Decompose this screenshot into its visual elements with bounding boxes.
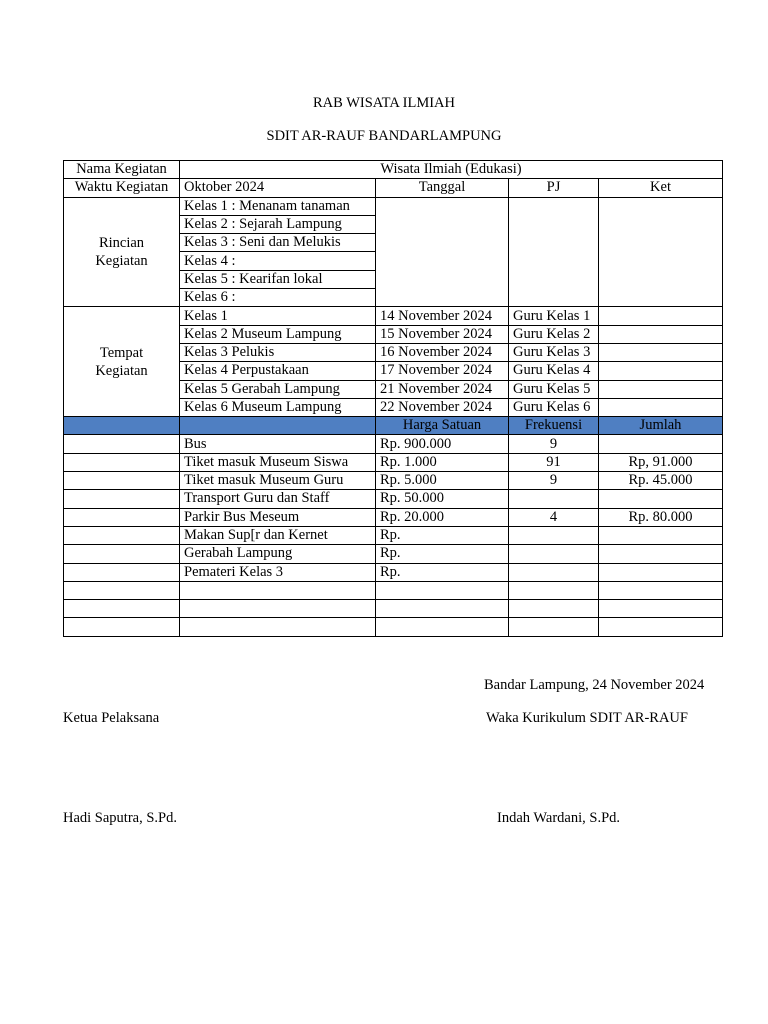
tempat-kelas: Kelas 6 Museum Lampung <box>180 398 376 416</box>
table-row <box>64 508 723 526</box>
cost-blank-cell <box>64 472 180 490</box>
empty-cell <box>180 600 376 618</box>
empty-cell <box>599 581 723 599</box>
cost-harga: Rp. <box>376 563 509 581</box>
cost-blank-cell <box>64 490 180 508</box>
tempat-kelas: Kelas 5 Gerabah Lampung <box>180 380 376 398</box>
tempat-tanggal: 21 November 2024 <box>376 380 509 398</box>
table-row <box>64 179 723 197</box>
school-name: SDIT AR-RAUF BANDARLAMPUNG <box>266 128 502 144</box>
table-row <box>64 197 723 215</box>
column-header-jumlah: Jumlah <box>599 417 723 435</box>
empty-cell <box>509 581 599 599</box>
cost-item: Bus <box>180 435 376 453</box>
rincian-label-line-2: Kegiatan <box>95 252 148 269</box>
tempat-ket <box>599 380 723 398</box>
table-row <box>64 307 723 325</box>
tempat-ket <box>599 307 723 325</box>
cost-jumlah <box>599 563 723 581</box>
empty-row <box>64 600 723 618</box>
cost-item: Tiket masuk Museum Guru <box>180 472 376 490</box>
tempat-ket <box>599 343 723 361</box>
tempat-kelas: Kelas 1 <box>180 307 376 325</box>
empty-cell <box>376 600 509 618</box>
rincian-tanggal-cell <box>376 197 509 307</box>
cost-harga: Rp. 900.000 <box>376 435 509 453</box>
budget-table <box>63 160 723 637</box>
cost-frekuensi: 91 <box>509 453 599 471</box>
rincian-item: Kelas 5 : Kearifan lokal <box>180 270 376 288</box>
empty-row <box>64 581 723 599</box>
cost-jumlah: Rp. 80.000 <box>599 508 723 526</box>
waktu-kegiatan-value: Oktober 2024 <box>180 179 376 197</box>
rincian-pj-cell <box>509 197 599 307</box>
cost-frekuensi <box>509 563 599 581</box>
tempat-kelas: Kelas 4 Perpustakaan <box>180 362 376 380</box>
nama-kegiatan-label: Nama Kegiatan <box>64 161 180 179</box>
cost-jumlah: Rp. 45.000 <box>599 472 723 490</box>
tempat-tanggal: 16 November 2024 <box>376 343 509 361</box>
tempat-ket <box>599 325 723 343</box>
cost-header-empty <box>64 417 180 435</box>
cost-frekuensi <box>509 526 599 544</box>
waktu-kegiatan-label: Waktu Kegiatan <box>64 179 180 197</box>
empty-row <box>64 618 723 636</box>
table-row <box>64 545 723 563</box>
cost-harga: Rp. <box>376 526 509 544</box>
tempat-tanggal: 22 November 2024 <box>376 398 509 416</box>
tempat-pj: Guru Kelas 4 <box>509 362 599 380</box>
rincian-item: Kelas 6 : <box>180 289 376 307</box>
tempat-kegiatan-label <box>64 307 180 417</box>
rincian-kegiatan-label <box>64 197 180 307</box>
column-header-harga-satuan: Harga Satuan <box>376 417 509 435</box>
cost-jumlah <box>599 545 723 563</box>
empty-cell <box>599 600 723 618</box>
tempat-label-line-2: Kegiatan <box>95 362 148 379</box>
empty-cell <box>64 618 180 636</box>
cost-frekuensi: 9 <box>509 472 599 490</box>
cost-item: Tiket masuk Museum Siswa <box>180 453 376 471</box>
document-title: RAB WISATA ILMIAH <box>313 95 455 111</box>
table-row <box>64 526 723 544</box>
cost-blank-cell <box>64 526 180 544</box>
table-row <box>64 490 723 508</box>
cost-jumlah <box>599 490 723 508</box>
cost-harga: Rp. 50.000 <box>376 490 509 508</box>
tempat-pj: Guru Kelas 3 <box>509 343 599 361</box>
table-row <box>64 563 723 581</box>
cost-jumlah <box>599 435 723 453</box>
cost-frekuensi: 4 <box>509 508 599 526</box>
cost-item: Gerabah Lampung <box>180 545 376 563</box>
column-header-pj: PJ <box>509 179 599 197</box>
cost-frekuensi <box>509 490 599 508</box>
right-signatory-name: Indah Wardani, S.Pd. <box>497 810 621 826</box>
table-row <box>64 453 723 471</box>
left-signatory-name: Hadi Saputra, S.Pd. <box>63 810 177 826</box>
cost-harga: Rp. 1.000 <box>376 453 509 471</box>
nama-kegiatan-value: Wisata Ilmiah (Edukasi) <box>180 161 723 179</box>
empty-cell <box>509 600 599 618</box>
tempat-pj: Guru Kelas 2 <box>509 325 599 343</box>
empty-cell <box>376 618 509 636</box>
rincian-item: Kelas 1 : Menanam tanaman <box>180 197 376 215</box>
right-signatory-role: Waka Kurikulum SDIT AR-RAUF <box>486 710 688 726</box>
tempat-pj: Guru Kelas 5 <box>509 380 599 398</box>
tempat-tanggal: 15 November 2024 <box>376 325 509 343</box>
table-row <box>64 161 723 179</box>
cost-header-empty <box>180 417 376 435</box>
empty-cell <box>599 618 723 636</box>
cost-blank-cell <box>64 563 180 581</box>
cost-frekuensi: 9 <box>509 435 599 453</box>
rincian-ket-cell <box>599 197 723 307</box>
rincian-label-line-1: Rincian <box>98 234 145 251</box>
tempat-kelas: Kelas 3 Pelukis <box>180 343 376 361</box>
column-header-tanggal: Tanggal <box>376 179 509 197</box>
cost-frekuensi <box>509 545 599 563</box>
tempat-tanggal: 14 November 2024 <box>376 307 509 325</box>
cost-item: Makan Sup[r dan Kernet <box>180 526 376 544</box>
table-row <box>64 435 723 453</box>
table-row <box>64 472 723 490</box>
cost-harga: Rp. <box>376 545 509 563</box>
column-header-frekuensi: Frekuensi <box>509 417 599 435</box>
empty-cell <box>64 600 180 618</box>
empty-cell <box>64 581 180 599</box>
cost-harga: Rp. 5.000 <box>376 472 509 490</box>
column-header-ket: Ket <box>599 179 723 197</box>
place-and-date: Bandar Lampung, 24 November 2024 <box>484 677 705 693</box>
tempat-ket <box>599 362 723 380</box>
tempat-pj: Guru Kelas 1 <box>509 307 599 325</box>
rincian-item: Kelas 4 : <box>180 252 376 270</box>
rincian-item: Kelas 2 : Sejarah Lampung <box>180 215 376 233</box>
cost-item: Transport Guru dan Staff <box>180 490 376 508</box>
empty-cell <box>376 581 509 599</box>
cost-blank-cell <box>64 545 180 563</box>
empty-cell <box>509 618 599 636</box>
tempat-kelas: Kelas 2 Museum Lampung <box>180 325 376 343</box>
rincian-item: Kelas 3 : Seni dan Melukis <box>180 234 376 252</box>
tempat-ket <box>599 398 723 416</box>
left-signatory-role: Ketua Pelaksana <box>63 710 160 726</box>
empty-cell <box>180 581 376 599</box>
cost-jumlah <box>599 526 723 544</box>
cost-harga: Rp. 20.000 <box>376 508 509 526</box>
cost-item: Pemateri Kelas 3 <box>180 563 376 581</box>
cost-header-row <box>64 417 723 435</box>
cost-blank-cell <box>64 435 180 453</box>
tempat-tanggal: 17 November 2024 <box>376 362 509 380</box>
empty-cell <box>180 618 376 636</box>
tempat-pj: Guru Kelas 6 <box>509 398 599 416</box>
cost-blank-cell <box>64 508 180 526</box>
cost-jumlah: Rp, 91.000 <box>599 453 723 471</box>
cost-item: Parkir Bus Meseum <box>180 508 376 526</box>
tempat-label-line-1: Tempat <box>99 344 144 361</box>
cost-blank-cell <box>64 453 180 471</box>
